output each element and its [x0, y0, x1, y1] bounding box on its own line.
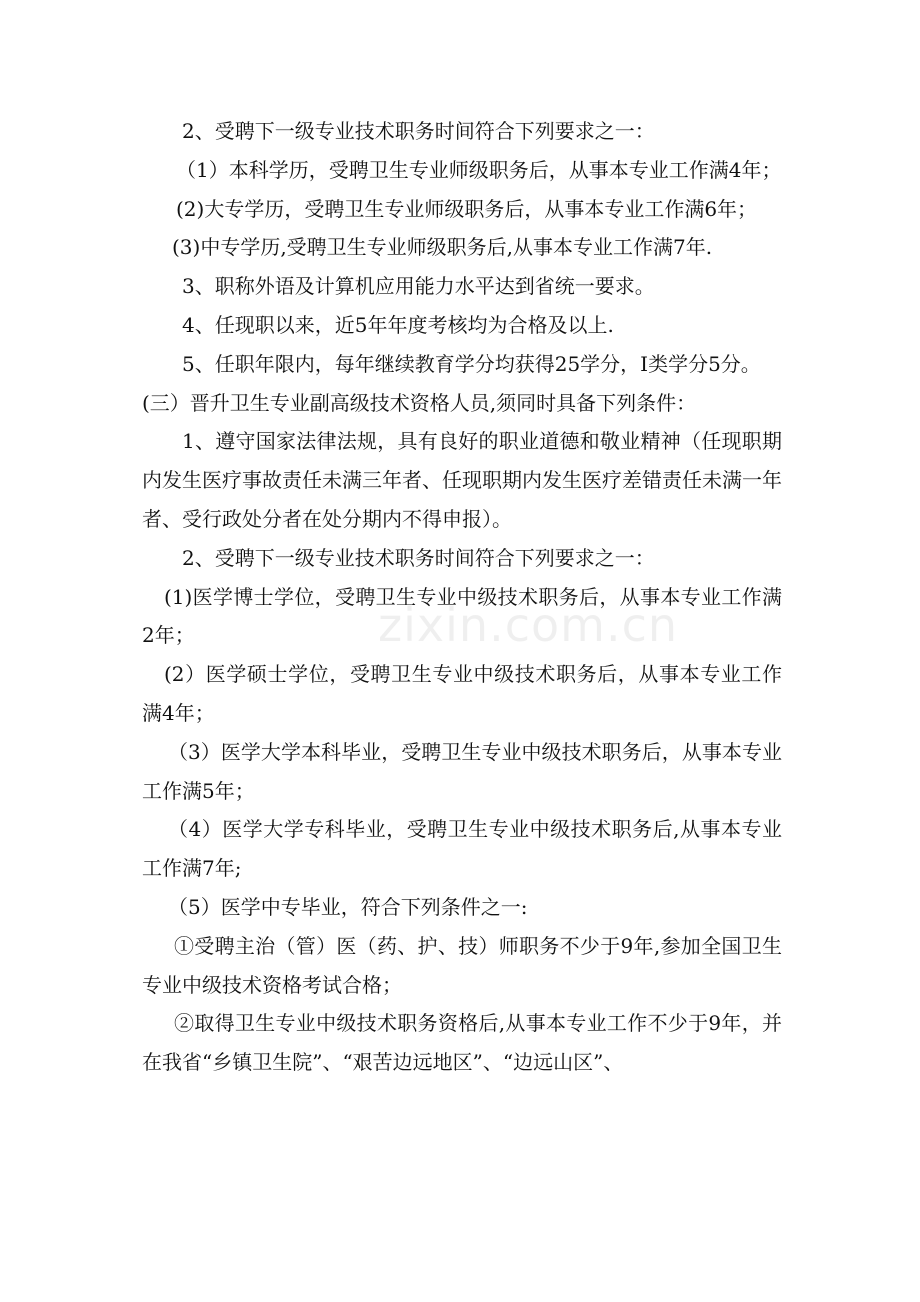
- paragraph: 2、受聘下一级专业技术职务时间符合下列要求之一：: [182, 545, 655, 570]
- paragraph: (2)大专学历，受聘卫生专业师级职务后，从事本专业工作满6年；: [176, 196, 758, 221]
- paragraph: 4、任现职以来，近5年年度考核均为合格及以上.: [182, 312, 614, 337]
- paragraph: （1）本科学历，受聘卫生专业师级职务后，从事本专业工作满4年；: [176, 157, 782, 182]
- paragraph: （5）医学中专毕业，符合下列条件之一:: [168, 894, 528, 919]
- section-heading: (三）晋升卫生专业副高级技术资格人员,须同时具备下列条件：: [142, 390, 697, 415]
- paragraph: 1、遵守国家法律法规，具有良好的职业道德和敬业精神（任现职期内发生医疗事故责任未满三年者、任现职期内发生医疗差错责任未满一年者、受行政处分者在处分期内不得申报）。: [142, 429, 782, 531]
- document-body: [142, 112, 782, 1082]
- paragraph: (2）医学硕士学位，受聘卫生专业中级技术职务后，从事本专业工作满4年；: [142, 662, 782, 725]
- paragraph: 5、任职年限内，每年继续教育学分均获得25学分，I类学分5分。: [182, 351, 761, 376]
- watermark: zixin.com.cn: [378, 598, 679, 652]
- paragraph: 2、受聘下一级专业技术职务时间符合下列要求之一：: [182, 119, 655, 143]
- paragraph: (1)医学博士学位，受聘卫生专业中级技术职务后，从事本专业工作满2年；: [142, 584, 782, 648]
- paragraph: ①受聘主治（管）医（药、护、技）师职务不少于9年,参加全国卫生专业中级技术资格考试合格；: [142, 933, 782, 997]
- paragraph: (3)中专学历,受聘卫生专业师级职务后,从事本专业工作满7年.: [172, 235, 713, 260]
- paragraph: ②取得卫生专业中级技术职务资格后,从事本专业工作不少于9年，并在我省“乡镇卫生院”、“艰苦边远地区”、“边远山区”、: [142, 1011, 782, 1075]
- paragraph: （3）医学大学本科毕业，受聘卫生专业中级技术职务后，从事本专业工作满5年；: [142, 739, 782, 803]
- paragraph: 3、职称外语及计算机应用能力水平达到省统一要求。: [182, 274, 655, 299]
- paragraph: （4）医学大学专科毕业，受聘卫生专业中级技术职务后,从事本专业工作满7年;: [142, 817, 782, 881]
